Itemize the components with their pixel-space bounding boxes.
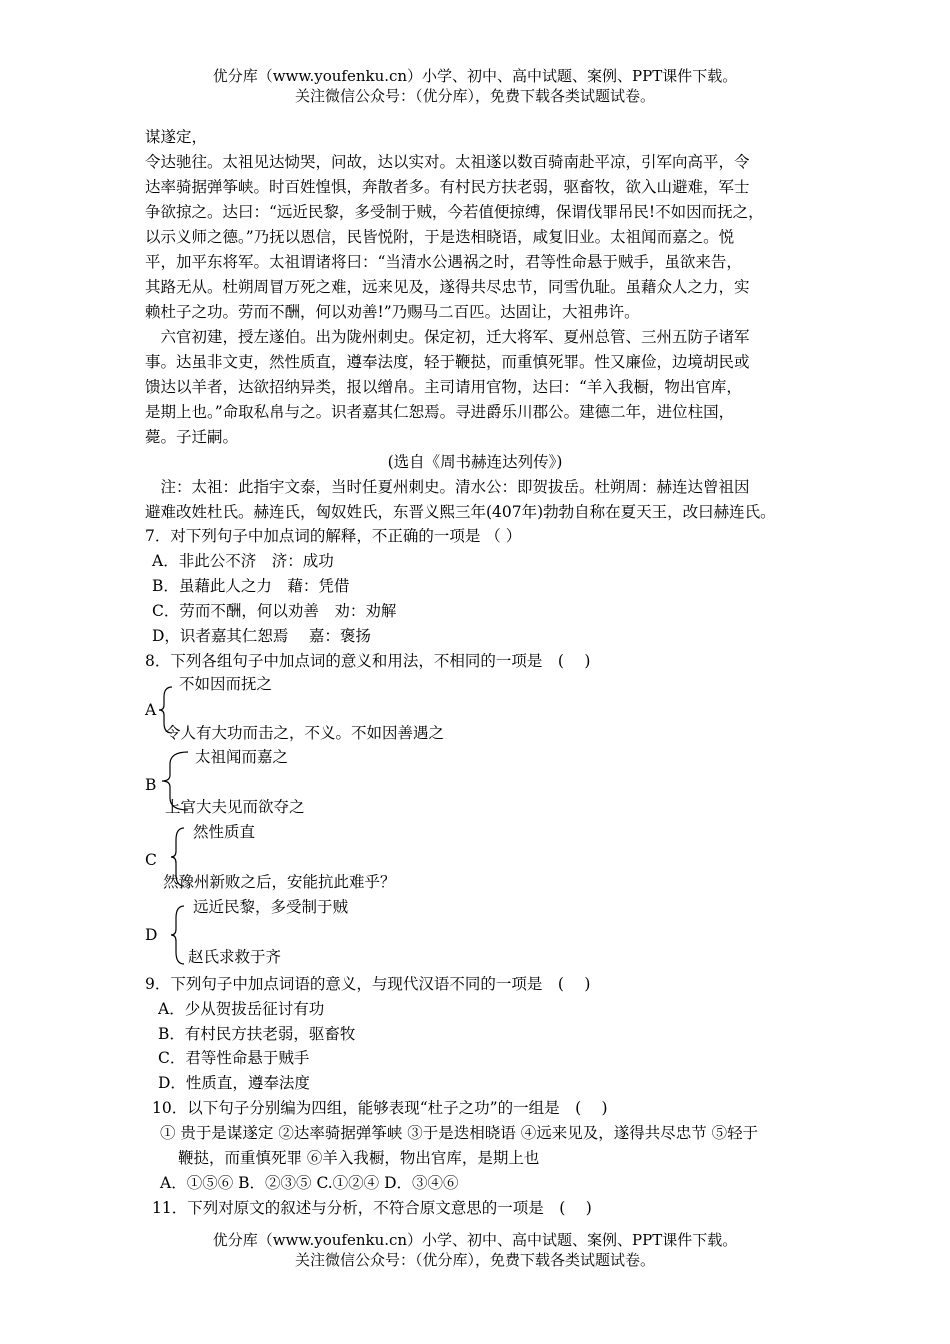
q9-option-d[interactable]: D．性质直，遵奉法度: [158, 1074, 310, 1092]
passage-line: 谋遂定，: [145, 128, 208, 146]
passage-line: 平，加平东将军。太祖谓诸将曰：“当清水公遇祸之时，君等性命悬于贼手，虽欲来告，: [145, 253, 742, 271]
q8-group-b-label[interactable]: B: [145, 776, 157, 794]
passage-line: 达率骑据弹筝峡。时百姓惶惧，奔散者多。有村民方扶老弱，驱畜牧，欲入山避难，军士: [145, 178, 750, 196]
note-line: 注：太祖：此指宇文泰，当时任夏州刺史。清水公：即贺拔岳。杜朔周：赫连达曾祖因: [145, 478, 750, 496]
q8-d-sentence-2: 赵氏求救于齐: [188, 948, 282, 966]
q8-c-sentence-1: 然性质直: [193, 823, 256, 841]
q8-b-sentence-2: 上官大夫见而欲夺之: [165, 798, 305, 816]
q10-items-line-1: ① 贵于是谋遂定 ②达率骑据弹筝峡 ③于是迭相晓语 ④远来见及，遂得共尽忠节 ⑤轻于: [160, 1124, 759, 1142]
header-line-2: 关注微信公众号：（优分库），免费下载各类试题试卷。: [294, 87, 655, 105]
passage-line: 赖杜子之功。劳而不酬，何以劝善!”乃赐马二百匹。达固让，大祖弗许。: [145, 303, 640, 321]
passage-line: 争欲掠之。达曰：“远近民黎，多受制于贼，今若值便掠缚，保谓伐罪吊民!不如因而抚之，: [145, 203, 764, 221]
q7-option-d[interactable]: D，识者嘉其仁恕焉 嘉：褒扬: [152, 627, 371, 645]
header-line-1: 优分库（www.youfenku.cn）小学、初中、高中试题、案例、PPT课件下载。: [212, 67, 738, 85]
passage-line: 以示义师之德。”乃抚以恩信，民皆悦附，于是迭相晓语，咸复旧业。太祖闻而嘉之。悦: [145, 228, 735, 246]
q9-stem: 9．下列句子中加点词语的意义，与现代汉语不同的一项是 ( ): [145, 975, 591, 993]
q8-group-c-label[interactable]: C: [145, 851, 157, 869]
passage-line: 馈达以羊者，达欲招纳异类，报以缯帛。主司请用官物，达曰：“羊入我橱，物出官库，: [145, 378, 742, 396]
passage-source: (选自《周书赫连达列传》): [387, 453, 563, 471]
q10-items-line-2: 鞭挞，而重慎死罪 ⑥羊入我橱，物出官库，是期上也: [178, 1149, 540, 1167]
q8-d-sentence-1: 远近民黎，多受制于贼: [193, 898, 349, 916]
passage-line: 事。达虽非文吏，然性质直，遵奉法度，轻于鞭挞，而重慎死罪。性又廉俭，边境胡民或: [145, 353, 750, 371]
q8-group-a-label[interactable]: A: [145, 701, 157, 719]
q9-option-c[interactable]: C．君等性命悬于贼手: [158, 1049, 310, 1067]
q7-option-c[interactable]: C．劳而不酬，何以劝善 劝：劝解: [152, 602, 397, 620]
q10-answer-options[interactable]: A．①⑤⑥ B．②③⑤ C.①②④ D．③④⑥: [160, 1174, 459, 1192]
q7-stem: 7．对下列句子中加点词的解释，不正确的一项是 （ ）: [145, 527, 522, 545]
q11-stem: 11．下列对原文的叙述与分析，不符合原文意思的一项是 ( ): [152, 1199, 592, 1217]
q8-c-sentence-2: 然豫州新败之后，安能抗此难乎？: [163, 873, 396, 891]
q9-option-a[interactable]: A．少从贺拔岳征讨有功: [158, 1000, 325, 1018]
q8-a-sentence-2: 令人有大功而击之，不义。不如因善遇之: [165, 724, 445, 742]
q8-a-sentence-1: 不如因而抚之: [179, 675, 273, 693]
q7-option-a[interactable]: A．非此公不济 济：成功: [152, 552, 334, 570]
q7-option-b[interactable]: B．虽藉此人之力 藉：凭借: [152, 577, 350, 595]
q10-stem: 10．以下句子分别编为四组，能够表现“杜子之功”的一组是 ( ): [152, 1099, 608, 1117]
q9-option-b[interactable]: B．有村民方扶老弱，驱畜牧: [158, 1025, 356, 1043]
passage-line: 是期上也。”命取私帛与之。识者嘉其仁恕焉。寻进爵乐川郡公。建德二年，进位柱国，: [145, 403, 735, 421]
passage-line: 其路无从。杜朔周冒万死之难，远来见及，遂得共尽忠节，同雪仇耻。虽藉众人之力，实: [145, 278, 750, 296]
q8-stem: 8．下列各组句子中加点词的意义和用法，不相同的一项是 ( ): [145, 652, 591, 670]
passage-line: 薨。子迁嗣。: [145, 428, 239, 446]
footer-line-2: 关注微信公众号：（优分库），免费下载各类试题试卷。: [294, 1251, 655, 1269]
footer-line-1: 优分库（www.youfenku.cn）小学、初中、高中试题、案例、PPT课件下载。: [212, 1231, 738, 1249]
q8-b-sentence-1: 太祖闻而嘉之: [195, 748, 289, 766]
brace-icon: [170, 904, 186, 966]
passage-line: 令达驰往。太祖见达恸哭，问故，达以实对。太祖遂以数百骑南赴平凉，引军向高平，令: [145, 153, 750, 171]
note-line: 避难改姓杜氏。赫连氏，匈奴姓氏，东晋义熙三年(407年)勃勃自称在夏天王，改曰赫连氏。: [145, 503, 776, 521]
q8-group-d-label[interactable]: D: [145, 926, 158, 944]
passage-line: 六官初建，授左遂伯。出为陇州刺史。保定初，迁大将军、夏州总管、三州五防子诸军: [145, 328, 750, 346]
